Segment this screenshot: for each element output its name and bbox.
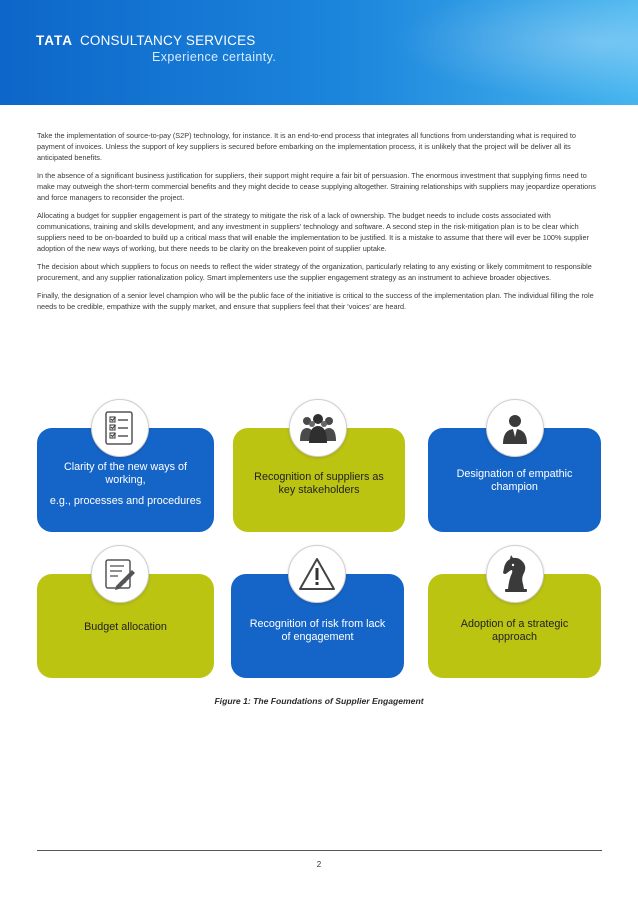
group-icon-badge [289, 399, 347, 457]
card-label: approach [491, 631, 538, 643]
warning-icon-badge [288, 545, 346, 603]
group-icon [298, 411, 338, 445]
brand-mark: TATA [36, 33, 73, 48]
card-label: Recognition of risk from lack [249, 618, 386, 630]
page-number: 2 [316, 860, 322, 869]
brand-tagline: Experience certainty. [152, 50, 277, 64]
card-label: working, [105, 473, 146, 486]
card-label: Recognition of suppliers as [254, 471, 384, 483]
paragraph: Take the implementation of source-to-pay (S2P) technology, for instance. It is an end-to-end process that integrates all functions from understanding what is required to payment of invoices. Unless the support of key suppliers is secured before embarking on the implementation process, it is unlikely that the project will be deliver all its anticipated benefits. [37, 131, 576, 162]
person-icon [498, 411, 532, 445]
brand-logo [36, 33, 256, 48]
person-icon-badge [486, 399, 544, 457]
budget-document-icon [102, 556, 138, 592]
body-text [37, 130, 602, 319]
chess-knight-icon [499, 555, 531, 593]
card-label: Designation of empathic [456, 468, 573, 480]
figure-caption: Figure 1: The Foundations of Supplier Engagement [214, 696, 424, 706]
card-label: key stakeholders [278, 484, 360, 496]
brand-name: CONSULTANCY SERVICES [79, 33, 256, 48]
card-label: champion [491, 481, 538, 493]
budget-document-icon-badge [91, 545, 149, 603]
paragraph: In the absence of a significant business justification for suppliers, their support might require a fair bit of persuasion. The enormous investment that supplying firms need to make may outweigh the short-term commercial benefits and they might decide to cease supplying altogether. Straining relationships with suppliers may jeopardize operations and force managers to reconsider the project. [37, 171, 596, 202]
card-label: Adoption of a strategic [460, 618, 569, 630]
paragraph: Finally, the designation of a senior level champion who will be the public face of the initiative is critical to the success of the implementation plan. The individual filling the role needs to be credible, empathize with the supply market, and ensure that suppliers feel that their 'voices' are heard. [37, 291, 594, 311]
card-label: of engagement [281, 631, 354, 643]
card-label: Budget allocation [84, 620, 167, 633]
paragraph: Allocating a budget for supplier engagement is part of the strategy to mitigate the risk of a lack of ownership. The budget needs to include costs associated with communications, training and skills development, and any investment in suppliers' technology and software. A second step in the risk-mitigation plan is to be clear which suppliers need to be on-boarded to build up a critical mass that will enable the implementation to be justified. It is a mistake to assume that there will ever be 100% supplier adoption of the new ways of working, but there needs to be clarity on the breakeven point of supplier uptake. [37, 211, 590, 253]
card-label: Clarity of the new ways of [63, 460, 187, 473]
footer-divider [37, 850, 602, 851]
page-header [0, 0, 638, 105]
checklist-icon-badge [91, 399, 149, 457]
chess-knight-icon-badge [486, 545, 544, 603]
card-label: e.g., processes and procedures [49, 494, 202, 507]
header-highlight [378, 0, 638, 105]
checklist-icon [103, 410, 137, 446]
warning-icon [298, 557, 336, 591]
paragraph: The decision about which suppliers to focus on needs to reflect the wider strategy of the organization, particularly relating to any existing or likely commitment to responsible procurement, and any supplier rationalization policy. Smart implementers use the supplier engagement strategy as an instrument to achieve broader objectives. [37, 262, 592, 282]
